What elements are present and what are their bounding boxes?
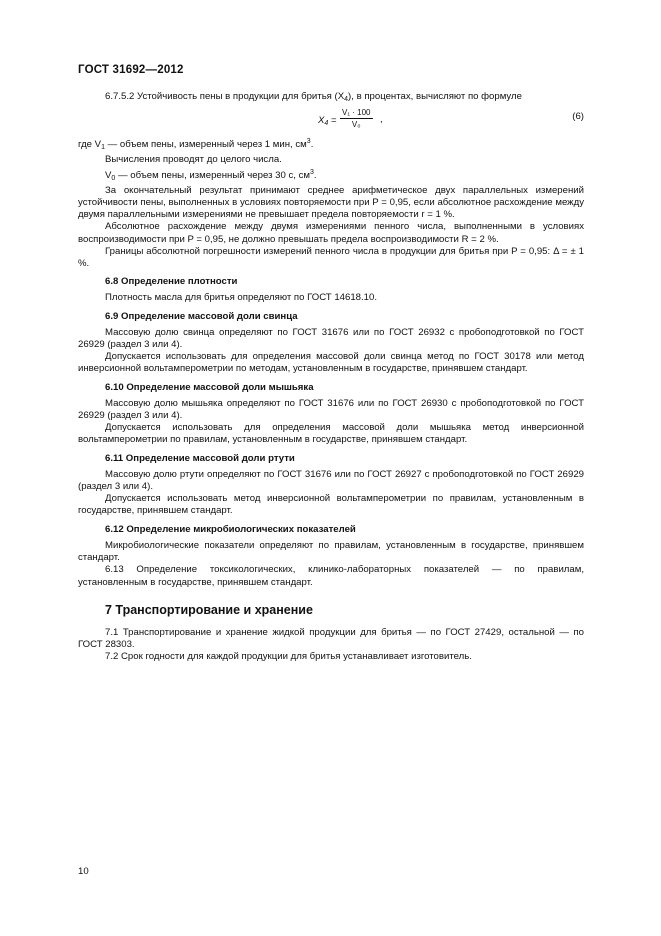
section-6-9-heading: 6.9 Определение массовой доли свинца — [105, 310, 298, 322]
section-6-12-heading: 6.12 Определение микробиологических показателей — [105, 523, 356, 535]
final-result-paragraph: За окончательный результат принимают среднее арифметическое двух параллельных измерений устойчивости пены, выполненных в условиях повторяемости при P = 0,95, если абсолютное расхождение между двумя параллельными измерениями не превышает предела повторяемости r = 1 %. — [78, 184, 584, 221]
section-6-11-p1: Массовую долю ртути определяют по ГОСТ 31676 или по ГОСТ 26927 с пробоподготовкой по ГОСТ 26929 (раздел 3 или 4). — [78, 468, 584, 493]
document-header: ГОСТ 31692—2012 — [78, 64, 184, 76]
error-bounds-paragraph: Границы абсолютной погрешности измерений пенного числа в продукции для бритья при P = 0,95: Δ = ± 1 %. — [78, 245, 584, 270]
section-6-8-heading: 6.8 Определение плотности — [105, 276, 238, 288]
section-6-10-p1: Массовую долю мышьяка определяют по ГОСТ 31676 или по ГОСТ 26930 с пробоподготовкой по ГОСТ 26929 (раздел 3 или 4). — [78, 397, 584, 422]
section-7-2: 7.2 Срок годности для каждой продукции для бритья устанавливает изготовитель. — [105, 651, 472, 663]
section-6-10-heading: 6.10 Определение массовой доли мышьяка — [105, 381, 314, 393]
section-6-13-p1: 6.13 Определение токсикологических, клинико-лабораторных показателей — по правилам, установленным в государстве, принявшем стандарт. — [78, 564, 584, 588]
section-6-9-p2: Допускается использовать для определения массовой доли свинца метод по ГОСТ 30178 или метод инверсионной вольтамперометрии по методам, установленным в государстве, принявшем стандарт. — [78, 351, 584, 375]
section-6-9-p1: Массовую долю свинца определяют по ГОСТ 31676 или по ГОСТ 26932 с пробоподготовкой по ГОСТ 26929 (раздел 3 или 4). — [78, 326, 584, 351]
formula-6 — [78, 106, 584, 136]
formula-comma: , — [380, 114, 383, 126]
section-6-11-heading: 6.11 Определение массовой доли ртути — [105, 452, 295, 464]
chapter-7-heading: 7 Транспортирование и хранение — [105, 602, 313, 617]
section-6-11-p2: Допускается использовать метод инверсионной вольтамперометрии по правилам, установленным в государстве, принявшем стандарт. — [78, 493, 584, 517]
where-v0: $V_0$ — объем пены, измеренный через 30 с, $см^3$. — [105, 168, 317, 182]
equation-number: (6) — [572, 111, 584, 123]
formula-denominator: V₀ — [351, 120, 361, 130]
section-6-10-p2: Допускается использовать для определения массовой доли мышьяка метод инверсионной вольтамперометрии по правилам, установленным в государстве, принявшем стандарт. — [78, 422, 584, 446]
section-6-8-p1: Плотность масла для бритья определяют по ГОСТ 14618.10. — [105, 292, 378, 304]
formula-lhs: $X_4$ = — [318, 115, 337, 128]
section-7-1: 7.1 Транспортирование и хранение жидкой продукции для бритья — по ГОСТ 27429, остальной — по ГОСТ 28303. — [78, 626, 584, 651]
formula-numerator: V₁ · 100 — [342, 108, 371, 118]
page-number: 10 — [78, 866, 89, 877]
where-v1: где $V_1$ — объем пены, измеренный через 1 мин, $см^3$. — [78, 138, 314, 152]
section-6-12-p1: Микробиологические показатели определяют по правилам, установленным в государстве, принявшем стандарт. — [78, 539, 584, 564]
page-content — [78, 91, 584, 664]
formula-fraction — [340, 107, 373, 130]
clause-6-7-5-2-intro: 6.7.5.2 Устойчивость пены в продукции для бритья $(X_4)$, в процентах, вычисляют по формуле — [105, 91, 522, 103]
where-calc-note: Вычисления проводят до целого числа. — [105, 154, 282, 166]
abs-diff-paragraph: Абсолютное расхождение между двумя измерениями пенного числа, выполненными в условиях воспроизводимости при P = 0,95, не должно превышать предела воспроизводимости R = 2 %. — [78, 221, 584, 245]
